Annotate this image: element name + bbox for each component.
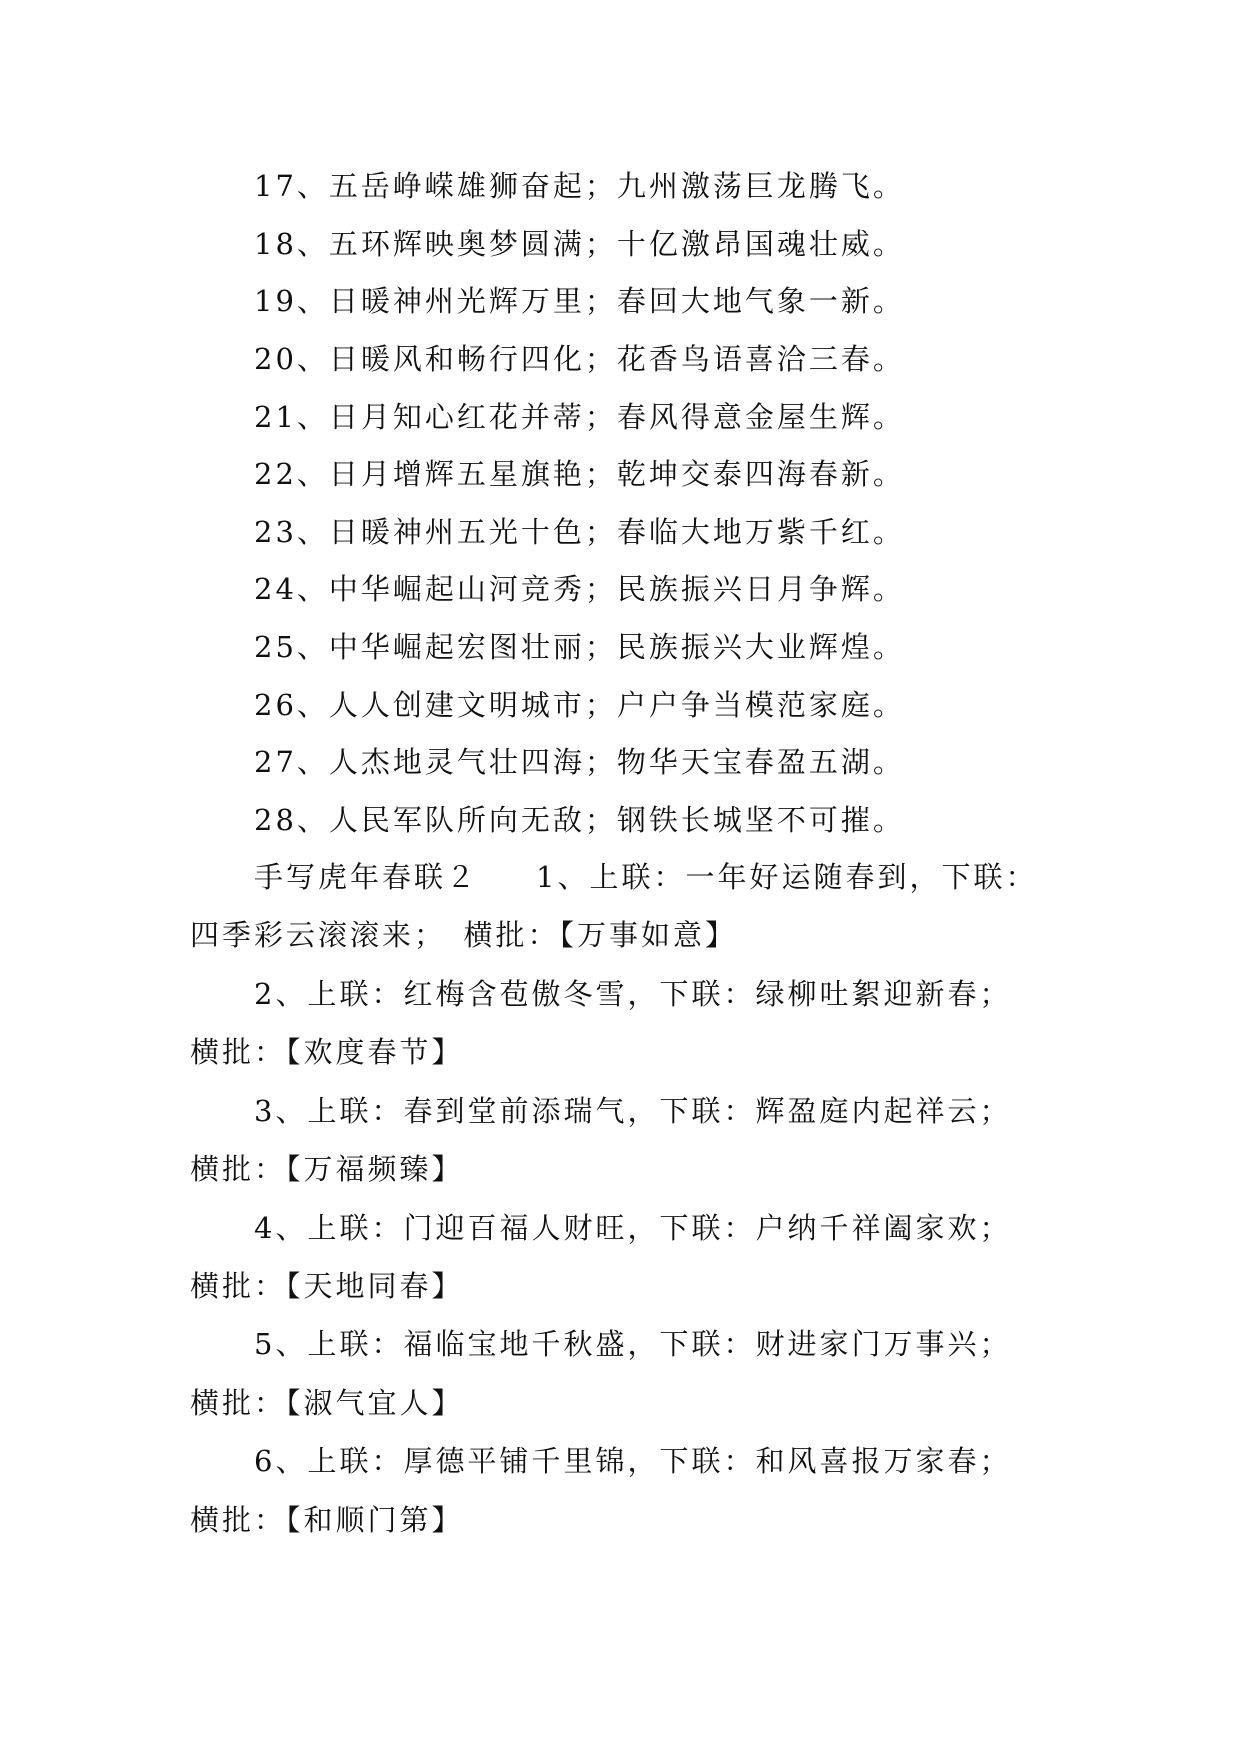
couplet-line-20: 20、日暖风和畅行四化；花香鸟语喜洽三春。 (254, 342, 905, 376)
couplet-line-26: 26、人人创建文明城市；户户争当模范家庭。 (254, 688, 905, 722)
couplet-line-25: 25、中华崛起宏图壮丽；民族振兴大业辉煌。 (254, 630, 905, 664)
section-heading: 手写虎年春联２ (254, 860, 479, 894)
couplet-line-23: 23、日暖神州五光十色；春临大地万紫千红。 (254, 515, 905, 549)
item-3-couplet: 3、上联：春到堂前添瑞气，下联：辉盈庭内起祥云； (254, 1094, 1012, 1128)
section-heading-line (254, 857, 1037, 897)
item-5-couplet: 5、上联：福临宝地千秋盛，下联：财进家门万事兴； (254, 1327, 1012, 1361)
couplet-line-21: 21、日月知心红花并蒂；春风得意金屋生辉。 (254, 400, 905, 434)
item-2-couplet: 2、上联：红梅含苞傲冬雪，下联：绿柳吐絮迎新春； (254, 977, 1012, 1011)
item-2-banner: 横批：【欢度春节】 (190, 1035, 464, 1069)
item-1-end: 四季彩云滚滚来； 横批：【万事如意】 (190, 918, 738, 952)
couplet-line-28: 28、人民军队所向无敌；钢铁长城坚不可摧。 (254, 803, 905, 837)
item-6-couplet: 6、上联：厚德平铺千里锦，下联：和风喜报万家春； (254, 1444, 1012, 1478)
couplet-line-18: 18、五环辉映奥梦圆满；十亿激昂国魂壮威。 (254, 227, 905, 261)
item-1-start: 1、上联：一年好运随春到，下联： (536, 860, 1038, 894)
couplet-line-19: 19、日暖神州光辉万里；春回大地气象一新。 (254, 284, 905, 318)
couplet-line-24: 24、中华崛起山河竞秀；民族振兴日月争辉。 (254, 572, 905, 606)
couplet-line-22: 22、日月增辉五星旗艳；乾坤交泰四海春新。 (254, 457, 905, 491)
item-4-banner: 横批：【天地同春】 (190, 1269, 464, 1303)
item-6-banner: 横批：【和顺门第】 (190, 1503, 464, 1537)
item-5-banner: 横批：【淑气宜人】 (190, 1386, 464, 1420)
item-3-banner: 横批：【万福频臻】 (190, 1152, 464, 1186)
couplet-line-17: 17、五岳峥嵘雄狮奋起；九州激荡巨龙腾飞。 (254, 169, 905, 203)
item-4-couplet: 4、上联：门迎百福人财旺，下联：户纳千祥阖家欢； (254, 1211, 1012, 1245)
couplet-line-27: 27、人杰地灵气壮四海；物华天宝春盈五湖。 (254, 745, 905, 779)
